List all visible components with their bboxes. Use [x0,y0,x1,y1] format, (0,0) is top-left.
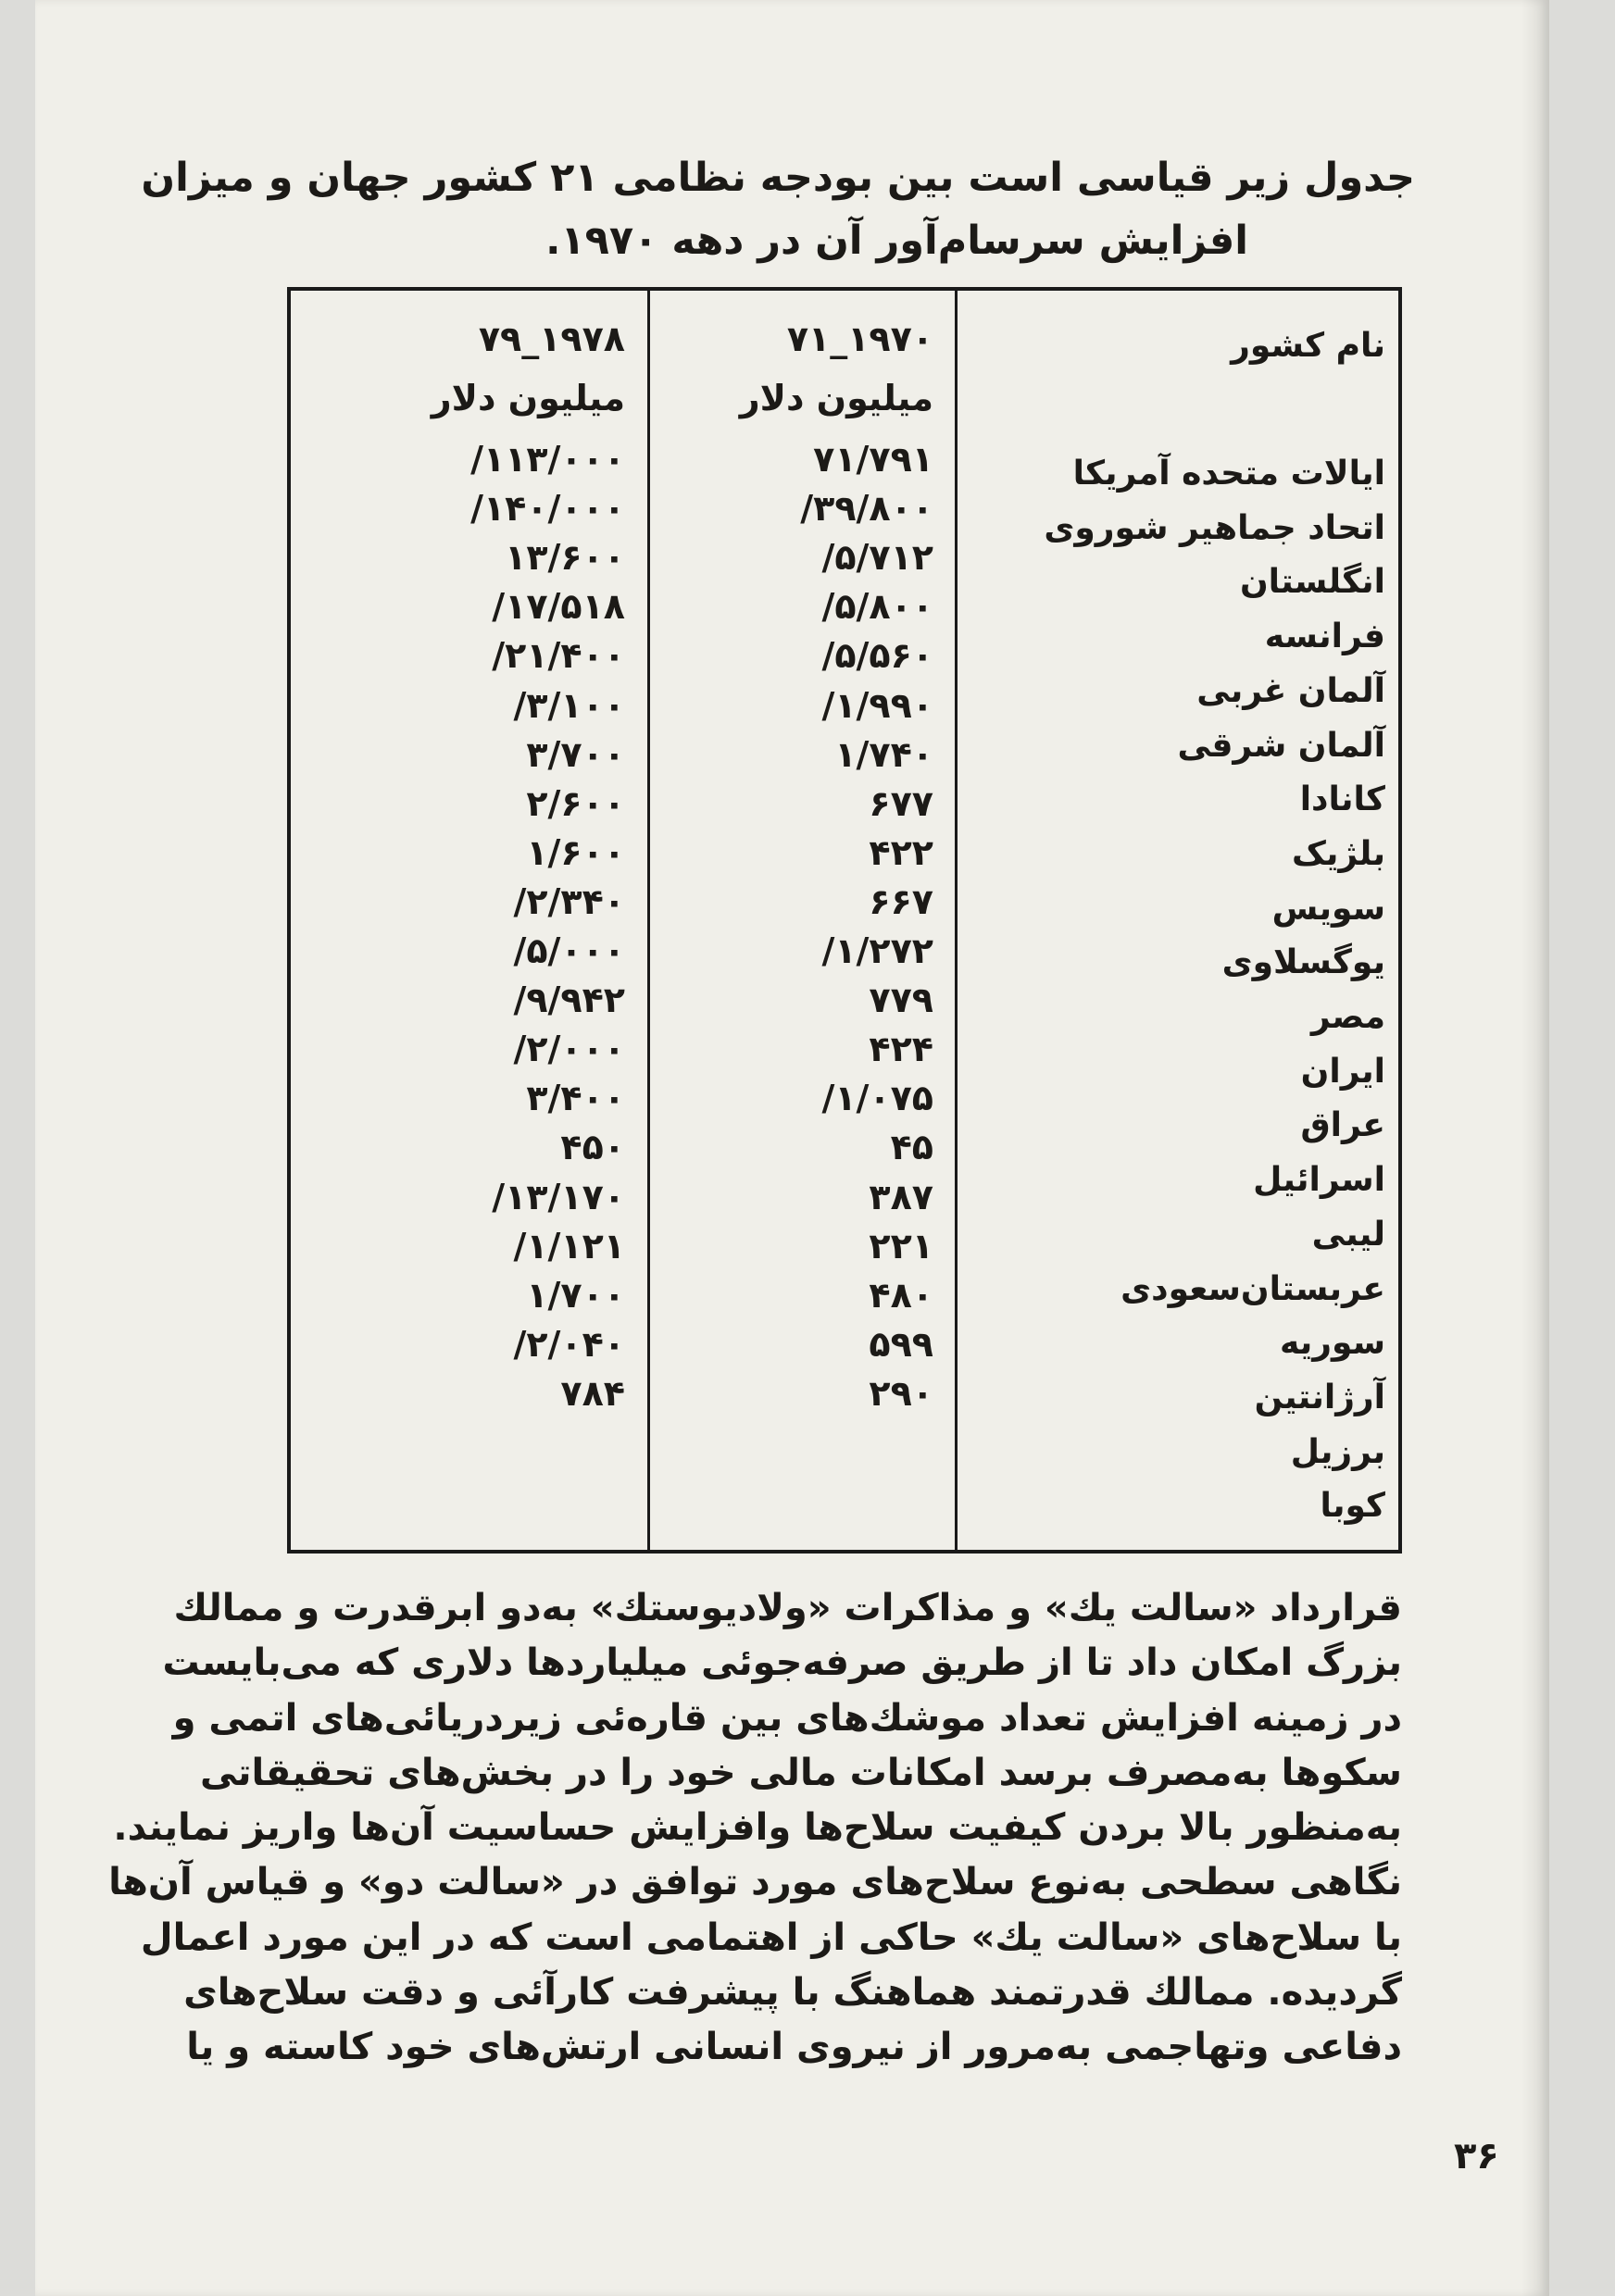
value-1978-cell: ۱۴۰/۰۰۰/ [470,488,625,530]
body-line: سکوها به‌مصرف برسد امکانات مالی خود را در بخش‌های تحقیقاتی [200,1751,1402,1794]
value-1978-cell: ۱۷/۵۱۸/ [492,586,625,628]
value-1970-cell: ۴۵ [890,1127,933,1168]
unit-1978: میلیون دلار [431,378,625,418]
country-cell: انگلستان [1239,563,1385,602]
country-cell: سوریه [1279,1324,1385,1363]
value-1970-cell: ۱/۰۷۵/ [821,1078,933,1119]
value-1978-cell: ۲/۰۰۰/ [513,1029,625,1070]
value-1970-cell: ۵/۷۱۲/ [821,537,933,579]
value-1978-cell: ۵/۰۰۰/ [513,930,625,971]
value-1970-cell: ۷۱/۷۹۱ [813,439,933,480]
body-line: بزرگ امکان داد تا از طریق صرفه‌جوئی میلیاردها دلاری که می‌بایست [162,1641,1402,1685]
value-1978-cell: ۲/۶۰۰ [526,782,625,824]
country-cell: آلمان شرقی [1177,726,1385,765]
value-1970-cell: ۵/۸۰۰/ [821,586,933,628]
body-line: با سلاح‌های «سالت یك» حاکی از اهتمامی است که در این مورد اعمال [140,1915,1402,1959]
value-1978-cell: ۹/۹۴۲/ [513,980,625,1021]
value-1978-cell: ۴۵۰ [560,1127,625,1168]
value-1970-cell: ۱/۷۴۰ [834,733,933,775]
country-cell: اسرائیل [1253,1161,1385,1200]
value-1970-cell: ۲۹۰ [869,1372,933,1414]
header-1970: ۱۹۷۰_۷۱ [786,318,933,359]
value-1970-cell: ۴۲۴ [869,1029,933,1070]
military-budget-table [287,287,1402,1554]
header-1978: ۱۹۷۸_۷۹ [478,318,625,359]
value-1970-cell: ۲۲۱ [869,1225,933,1267]
value-1970-cell: ۳۸۷ [869,1176,933,1217]
page-sheet [35,0,1549,2296]
value-1978-cell: ۲۱/۴۰۰/ [492,635,625,677]
table-divider [955,291,958,1550]
value-1978-cell: ۲/۳۴۰/ [513,880,625,922]
country-cell: عراق [1300,1106,1385,1145]
value-1978-cell: ۱/۷۰۰ [526,1274,625,1316]
country-cell: برزیل [1290,1432,1385,1471]
body-line: به‌منظور بالا بردن کیفیت سلاح‌ها وافزایش حساسیت آن‌ها واریز نمایند. [113,1806,1402,1850]
country-cell: آلمان غربی [1196,671,1385,710]
intro-line: جدول زیر قیاسی است بین بودجه نظامی ۲۱ کشور جهان و میزان [141,155,1415,201]
body-line: گردیده. ممالك قدرتمند هماهنگ با پیشرفت کارآئی و دقت سلاح‌های [183,1971,1402,2015]
country-cell: کانادا [1299,780,1385,819]
country-cell: لیبی [1311,1215,1385,1254]
body-line: قرارداد «سالت یك» و مذاکرات «ولادیوستك» به‌دو ابرقدرت و ممالك [173,1587,1402,1629]
country-cell: آرژانتین [1254,1378,1385,1416]
intro-line: افزایش سرسام‌آور آن در دهه ۱۹۷۰. [545,218,1248,264]
value-1978-cell: ۷۸۴ [560,1372,625,1414]
body-line: نگاهی سطحی به‌نوع سلاح‌های مورد توافق در «سالت دو» و قیاس آن‌ها [108,1861,1402,1904]
country-cell: عربستان‌سعودی [1120,1269,1385,1308]
header-country: نام کشور [1231,327,1385,365]
value-1978-cell: ۱۱۳/۰۰۰/ [470,439,625,480]
value-1970-cell: ۷۷۹ [869,980,933,1021]
value-1970-cell: ۴۲۲ [869,831,933,873]
value-1978-cell: ۲/۰۴۰/ [513,1323,625,1365]
intro-paragraph [141,146,1415,272]
body-line: در زمینه افزایش تعداد موشك‌های بین قاره‌ئی زیردریائی‌های اتمی و [172,1696,1402,1740]
value-1970-cell: ۶۷۷ [869,782,933,824]
value-1970-cell: ۴۸۰ [869,1274,933,1316]
country-cell: بلژیک [1292,834,1385,873]
country-cell: ایران [1300,1052,1385,1091]
value-1970-cell: ۱/۹۹۰/ [821,684,933,726]
body-line: دفاعی وتهاجمی به‌مرور از نیروی انسانی ارتش‌های خود کاسته و یا [186,2026,1402,2069]
country-cell: فرانسه [1264,618,1385,656]
value-1978-cell: ۳/۴۰۰ [526,1078,625,1119]
unit-1970: میلیون دلار [739,378,933,418]
body-paragraph [108,1581,1402,2076]
value-1978-cell: ۱۳/۶۰۰ [505,537,625,579]
value-1970-cell: ۵۹۹ [869,1323,933,1365]
country-cell: ایالات متحده آمریکا [1072,455,1385,493]
country-cell: یوگسلاوی [1221,943,1385,982]
country-cell: اتحاد جماهیر شوروی [1044,508,1385,547]
country-cell: مصر [1310,998,1385,1036]
value-1978-cell: ۱۳/۱۷۰/ [492,1176,625,1217]
country-cell: سویس [1271,889,1385,928]
value-1978-cell: ۳/۷۰۰ [526,733,625,775]
country-cell: کوبا [1320,1487,1385,1526]
page-number: ۳۶ [1454,2135,1499,2177]
value-1970-cell: ۱/۲۷۲/ [821,930,933,971]
value-1970-cell: ۵/۵۶۰/ [821,635,933,677]
value-1970-cell: ۳۹/۸۰۰/ [800,488,933,530]
value-1978-cell: ۱/۶۰۰ [526,831,625,873]
value-1978-cell: ۱/۱۲۱/ [513,1225,625,1267]
value-1978-cell: ۳/۱۰۰/ [513,684,625,726]
table-divider [647,291,650,1550]
value-1970-cell: ۶۶۷ [869,880,933,922]
